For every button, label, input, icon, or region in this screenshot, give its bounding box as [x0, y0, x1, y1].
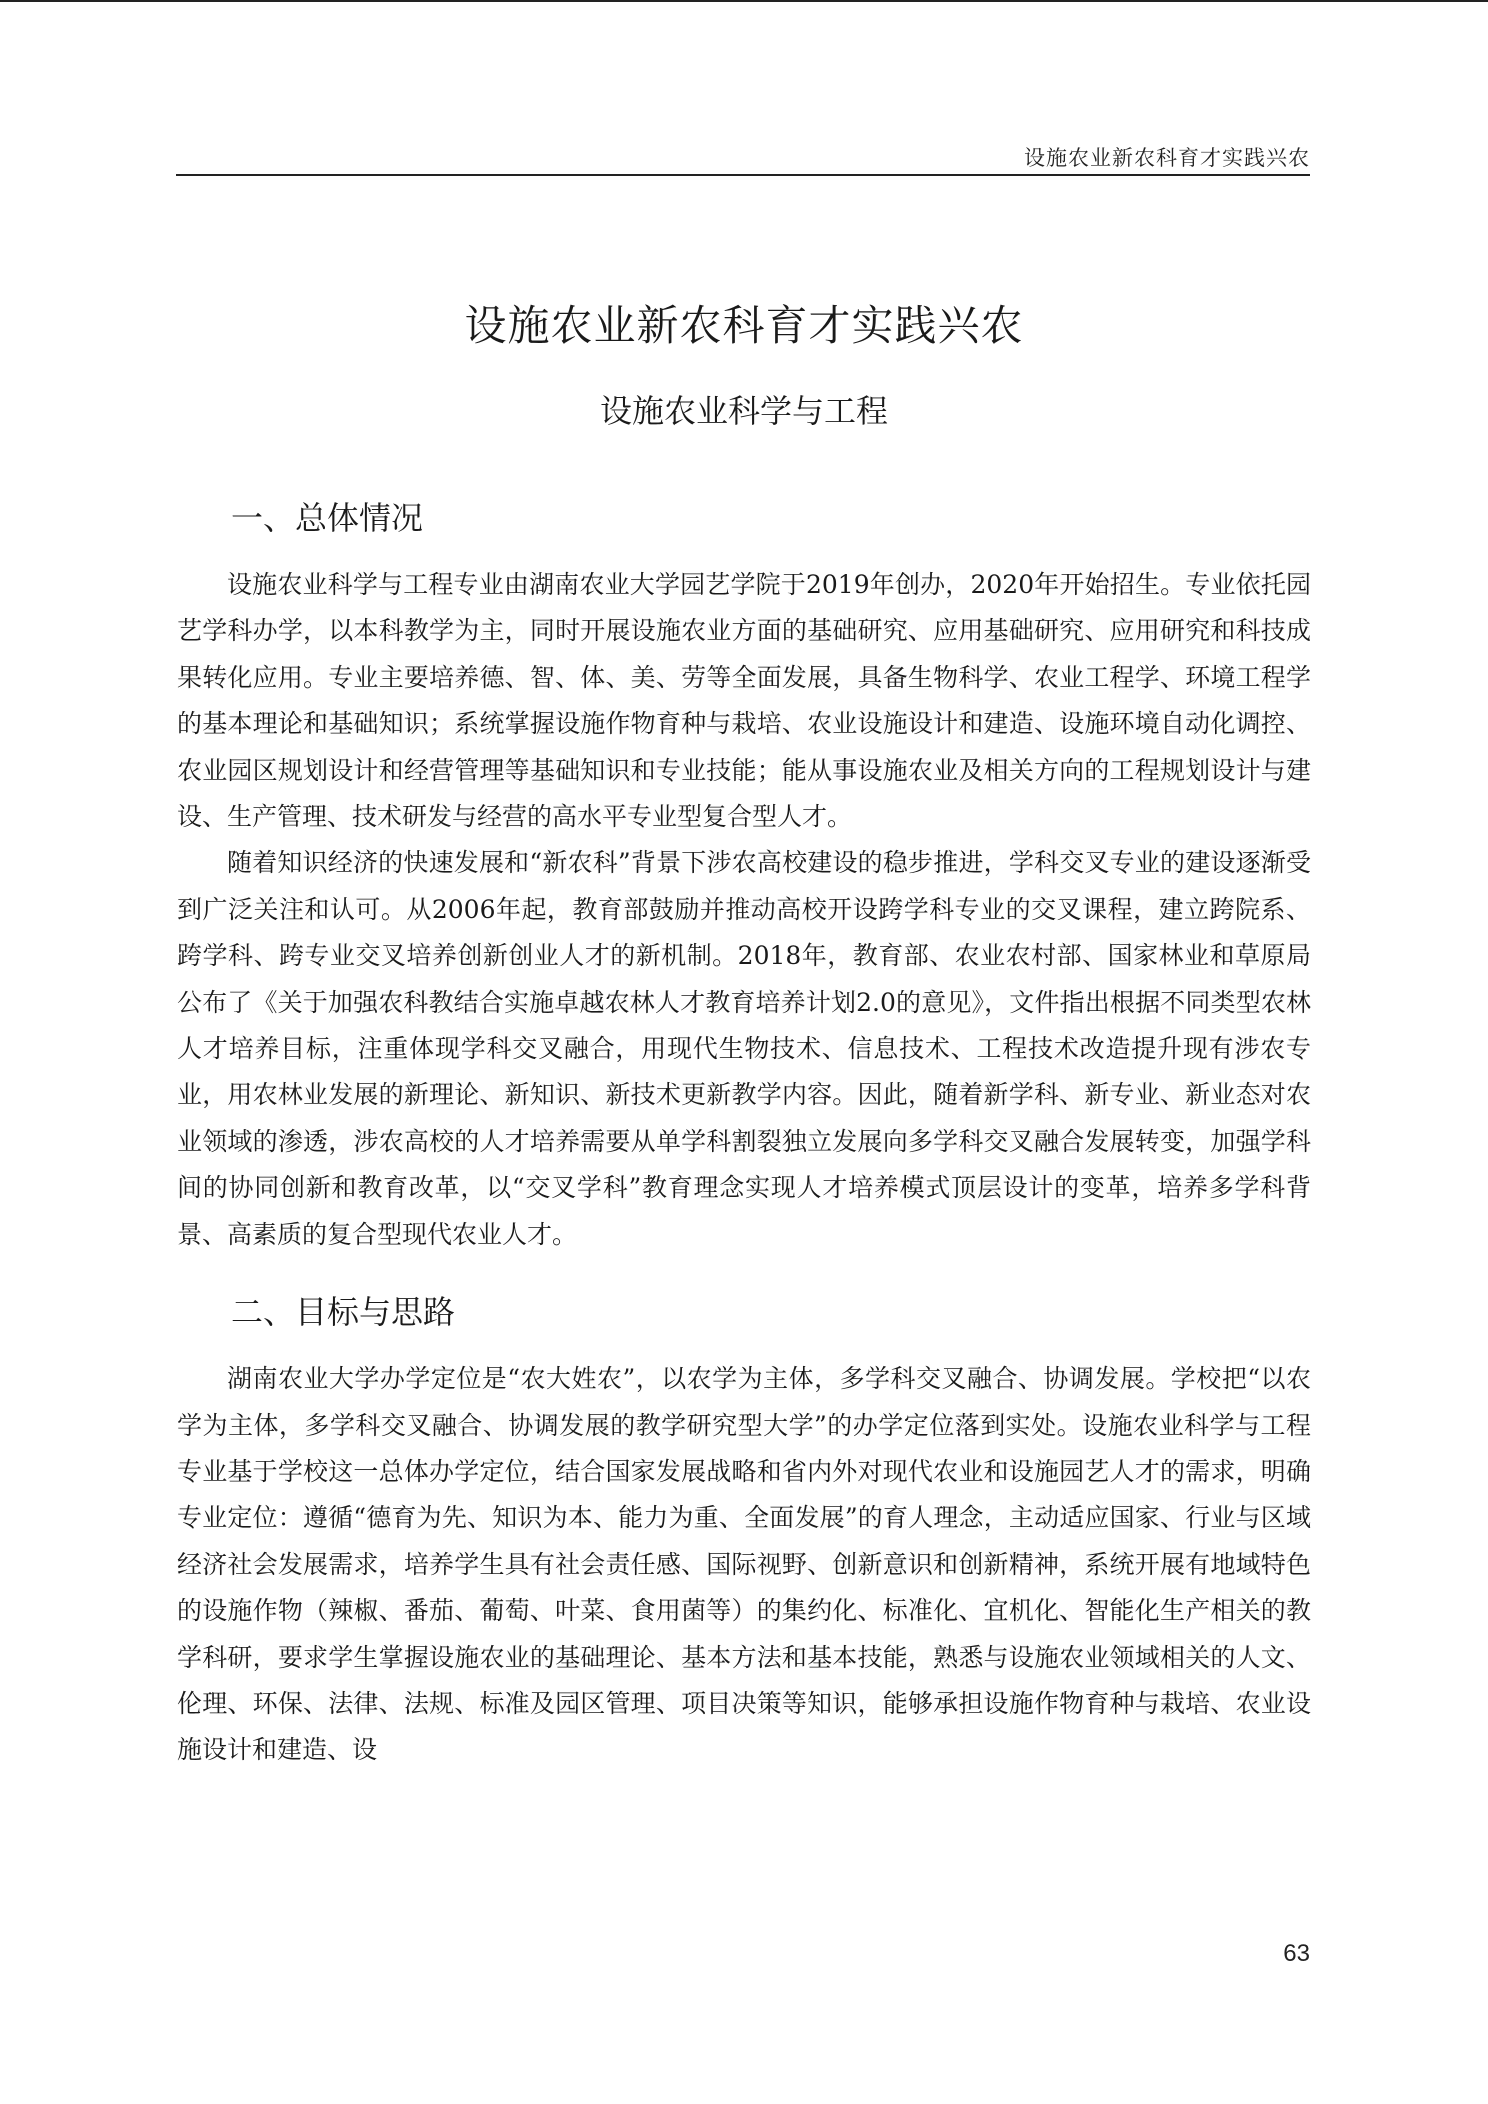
section-heading-goals: 二、目标与思路	[231, 1293, 456, 1332]
page-number: 63	[1283, 1940, 1310, 1967]
document-title: 设施农业新农科育才实践兴农	[464, 301, 1024, 350]
document-subtitle: 设施农业科学与工程	[599, 392, 888, 430]
running-header	[176, 138, 1310, 176]
paragraph: 湖南农业大学办学定位是“农大姓农”，以农学为主体，多学科交叉融合、协调发展。学校把“以农学为主体，多学科交叉融合、协调发展的教学研究型大学”的办学定位落到实处。设施农业科学与工程专业基于学校这一总体办学定位，结合国家发展战略和省内外对现代农业和设施园艺人才的需求，明确专业定位：遵循“德育为先、知识为本、能力为重、全面发展”的育人理念，主动适应国家、行业与区域经济社会发展需求，培养学生具有社会责任感、国际视野、创新意识和创新精神，系统开展有地域特色的设施作物（辣椒、番茄、葡萄、叶菜、食用菌等）的集约化、标准化、宜机化、智能化生产相关的教学科研，要求学生掌握设施农业的基础理论、基本方法和基本技能，熟悉与设施农业领域相关的人文、伦理、环保、法律、法规、标准及园区管理、项目决策等知识，能够承担设施作物育种与栽培、农业设施设计和建造、设	[177, 1364, 1311, 1765]
section-heading-overview: 一、总体情况	[231, 499, 424, 537]
running-header-text: 设施农业新农科育才实践兴农	[1024, 146, 1310, 170]
page-top-border	[0, 0, 1488, 2]
page-content	[177, 290, 1311, 1774]
paragraph: 设施农业科学与工程专业由湖南农业大学园艺学院于2019年创办，2020年开始招生。专业依托园艺学科办学，以本科教学为主，同时开展设施农业方面的基础研究、应用基础研究、应用研究和科技成果转化应用。专业主要培养德、智、体、美、劳等全面发展，具备生物科学、农业工程学、环境工程学的基本理论和基础知识；系统掌握设施作物育种与栽培、农业设施设计和建造、设施环境自动化调控、农业园区规划设计和经营管理等基础知识和专业技能；能从事设施农业及相关方向的工程规划设计与建设、生产管理、技术研发与经营的高水平专业型复合型人才。	[177, 570, 1311, 832]
paragraph: 随着知识经济的快速发展和“新农科”背景下涉农高校建设的稳步推进，学科交叉专业的建设逐渐受到广泛关注和认可。从2006年起，教育部鼓励并推动高校开设跨学科专业的交叉课程，建立跨院系、跨学科、跨专业交叉培养创新创业人才的新机制。2018年，教育部、农业农村部、国家林业和草原局公布了《关于加强农科教结合实施卓越农林人才教育培养计划2.0的意见》，文件指出根据不同类型农林人才培养目标，注重体现学科交叉融合，用现代生物技术、信息技术、工程技术改造提升现有涉农专业，用农林业发展的新理论、新知识、新技术更新教学内容。因此，随着新学科、新专业、新业态对农业领域的渗透，涉农高校的人才培养需要从单学科割裂独立发展向多学科交叉融合发展转变，加强学科间的协同创新和教育改革，以“交叉学科”教育理念实现人才培养模式顶层设计的变革，培养多学科背景、高素质的复合型现代农业人才。	[177, 848, 1311, 1249]
